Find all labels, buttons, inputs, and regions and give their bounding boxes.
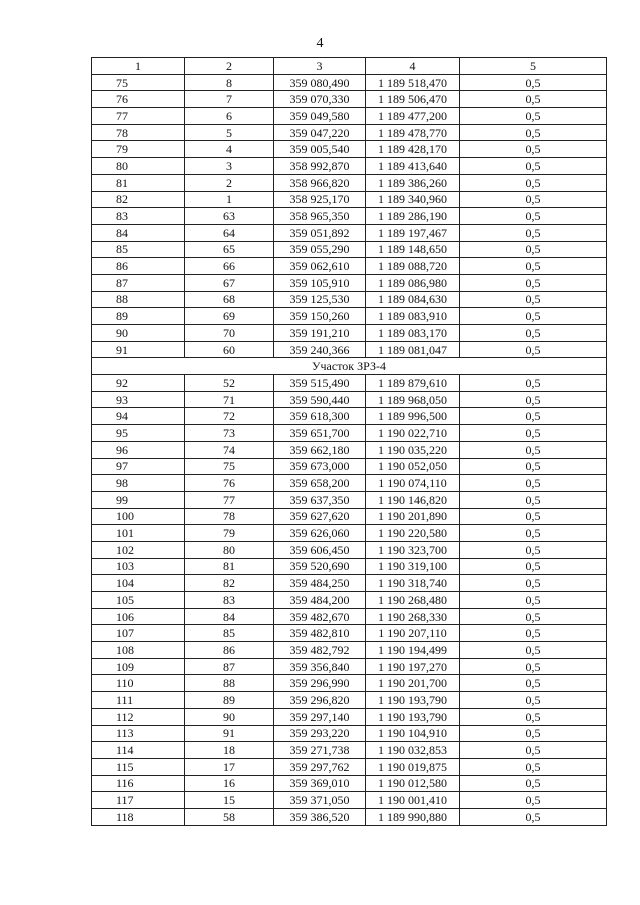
table-cell-col-4: 1 190 318,740 <box>366 575 460 592</box>
table-cell-col-1: 96 <box>92 441 185 458</box>
table-cell-col-2: 87 <box>185 658 274 675</box>
table-cell-col-1: 97 <box>92 458 185 475</box>
table-cell-col-1: 117 <box>92 792 185 809</box>
table-cell-col-1: 99 <box>92 491 185 508</box>
table-cell-col-5: 0,5 <box>460 124 607 141</box>
table-cell-col-3: 359 484,250 <box>274 575 366 592</box>
table-cell-col-4: 1 190 052,050 <box>366 458 460 475</box>
table-cell-col-5: 0,5 <box>460 541 607 558</box>
table-cell-col-4: 1 189 518,470 <box>366 74 460 91</box>
table-cell-col-4: 1 190 193,790 <box>366 692 460 709</box>
table-cell-col-5: 0,5 <box>460 74 607 91</box>
table-cell-col-1: 109 <box>92 658 185 675</box>
table-cell-col-1: 106 <box>92 608 185 625</box>
table-cell-col-2: 16 <box>185 775 274 792</box>
table-row <box>92 74 607 91</box>
table-cell-col-2: 66 <box>185 258 274 275</box>
table-cell-col-5: 0,5 <box>460 174 607 191</box>
table-cell-col-4: 1 189 506,470 <box>366 91 460 108</box>
table-cell-col-4: 1 190 323,700 <box>366 541 460 558</box>
table-cell-col-2: 71 <box>185 391 274 408</box>
table-cell-col-4: 1 190 032,853 <box>366 742 460 759</box>
table-cell-col-5: 0,5 <box>460 658 607 675</box>
table-cell-col-1: 81 <box>92 174 185 191</box>
table-cell-col-1: 112 <box>92 708 185 725</box>
table-cell-col-4: 1 190 207,110 <box>366 625 460 642</box>
table-cell-col-1: 114 <box>92 742 185 759</box>
table-cell-col-2: 84 <box>185 608 274 625</box>
table-cell-col-1: 113 <box>92 725 185 742</box>
table-cell-col-2: 82 <box>185 575 274 592</box>
table-row <box>92 708 607 725</box>
table-cell-col-5: 0,5 <box>460 224 607 241</box>
table-cell-col-2: 77 <box>185 491 274 508</box>
table-cell-col-5: 0,5 <box>460 742 607 759</box>
table-cell-col-1: 88 <box>92 291 185 308</box>
table-cell-col-2: 2 <box>185 174 274 191</box>
table-cell-col-2: 78 <box>185 508 274 525</box>
table-cell-col-3: 359 070,330 <box>274 91 366 108</box>
table-cell-col-5: 0,5 <box>460 141 607 158</box>
table-cell-col-2: 88 <box>185 675 274 692</box>
table-row <box>92 325 607 342</box>
table-cell-col-1: 91 <box>92 341 185 358</box>
table-cell-col-4: 1 190 201,890 <box>366 508 460 525</box>
table-cell-col-2: 76 <box>185 475 274 492</box>
table-cell-col-2: 68 <box>185 291 274 308</box>
section-row <box>92 358 607 375</box>
table-cell-col-5: 0,5 <box>460 441 607 458</box>
table-row <box>92 274 607 291</box>
table-cell-col-4: 1 189 286,190 <box>366 208 460 225</box>
table-cell-col-1: 84 <box>92 224 185 241</box>
table-row <box>92 425 607 442</box>
table-cell-col-1: 87 <box>92 274 185 291</box>
table-cell-col-1: 103 <box>92 558 185 575</box>
table-cell-col-1: 80 <box>92 158 185 175</box>
table-cell-col-2: 83 <box>185 592 274 609</box>
table-cell-col-1: 102 <box>92 541 185 558</box>
table-cell-col-3: 359 297,140 <box>274 708 366 725</box>
table-cell-col-1: 104 <box>92 575 185 592</box>
table-cell-col-2: 74 <box>185 441 274 458</box>
table-row <box>92 91 607 108</box>
table-cell-col-4: 1 190 001,410 <box>366 792 460 809</box>
table-cell-col-5: 0,5 <box>460 208 607 225</box>
table-cell-col-4: 1 189 413,640 <box>366 158 460 175</box>
table-cell-col-4: 1 190 104,910 <box>366 725 460 742</box>
table-cell-col-4: 1 190 268,330 <box>366 608 460 625</box>
table-row <box>92 508 607 525</box>
table-cell-col-3: 359 271,738 <box>274 742 366 759</box>
table-row <box>92 375 607 392</box>
table-cell-col-5: 0,5 <box>460 425 607 442</box>
table-row <box>92 475 607 492</box>
table-body-before <box>92 74 607 358</box>
table-cell-col-4: 1 189 148,650 <box>366 241 460 258</box>
table-cell-col-3: 359 520,690 <box>274 558 366 575</box>
table-cell-col-2: 1 <box>185 191 274 208</box>
table-cell-col-1: 98 <box>92 475 185 492</box>
table-cell-col-4: 1 189 879,610 <box>366 375 460 392</box>
table-cell-col-4: 1 190 019,875 <box>366 758 460 775</box>
table-cell-col-4: 1 189 083,910 <box>366 308 460 325</box>
table-row <box>92 391 607 408</box>
table-cell-col-2: 52 <box>185 375 274 392</box>
table-cell-col-3: 359 515,490 <box>274 375 366 392</box>
table-cell-col-2: 8 <box>185 74 274 91</box>
table-cell-col-1: 78 <box>92 124 185 141</box>
header-row <box>92 58 607 75</box>
table-cell-col-5: 0,5 <box>460 642 607 659</box>
table-row <box>92 692 607 709</box>
table-cell-col-3: 359 051,892 <box>274 224 366 241</box>
table-cell-col-5: 0,5 <box>460 625 607 642</box>
table-cell-col-4: 1 190 194,499 <box>366 642 460 659</box>
table-cell-col-5: 0,5 <box>460 592 607 609</box>
table-row <box>92 258 607 275</box>
table-cell-col-4: 1 189 968,050 <box>366 391 460 408</box>
table-cell-col-4: 1 189 086,980 <box>366 274 460 291</box>
table-cell-col-2: 60 <box>185 341 274 358</box>
table-cell-col-5: 0,5 <box>460 558 607 575</box>
table-cell-col-4: 1 190 193,790 <box>366 708 460 725</box>
table-cell-col-2: 18 <box>185 742 274 759</box>
table-cell-col-3: 359 293,220 <box>274 725 366 742</box>
table-row <box>92 808 607 825</box>
table-cell-col-5: 0,5 <box>460 341 607 358</box>
table-cell-col-3: 359 618,300 <box>274 408 366 425</box>
table-cell-col-1: 111 <box>92 692 185 709</box>
table-cell-col-4: 1 189 990,880 <box>366 808 460 825</box>
table-cell-col-1: 76 <box>92 91 185 108</box>
table-cell-col-3: 359 240,366 <box>274 341 366 358</box>
table-cell-col-4: 1 189 084,630 <box>366 291 460 308</box>
table-cell-col-5: 0,5 <box>460 375 607 392</box>
table-cell-col-4: 1 190 220,580 <box>366 525 460 542</box>
table-cell-col-3: 358 925,170 <box>274 191 366 208</box>
table-cell-col-1: 115 <box>92 758 185 775</box>
table-row <box>92 558 607 575</box>
table-cell-col-3: 359 296,820 <box>274 692 366 709</box>
table-cell-col-1: 116 <box>92 775 185 792</box>
table-cell-col-5: 0,5 <box>460 792 607 809</box>
table-cell-col-4: 1 189 477,200 <box>366 108 460 125</box>
table-cell-col-1: 85 <box>92 241 185 258</box>
table-cell-col-5: 0,5 <box>460 491 607 508</box>
table-row <box>92 625 607 642</box>
table-cell-col-5: 0,5 <box>460 274 607 291</box>
table-cell-col-3: 359 658,200 <box>274 475 366 492</box>
table-cell-col-2: 70 <box>185 325 274 342</box>
table-cell-col-1: 94 <box>92 408 185 425</box>
header-col-1: 1 <box>92 58 185 75</box>
table-cell-col-5: 0,5 <box>460 258 607 275</box>
table-cell-col-4: 1 189 428,170 <box>366 141 460 158</box>
table-cell-col-5: 0,5 <box>460 391 607 408</box>
table-cell-col-3: 359 356,840 <box>274 658 366 675</box>
table-cell-col-1: 82 <box>92 191 185 208</box>
table-row <box>92 441 607 458</box>
table-cell-col-1: 108 <box>92 642 185 659</box>
table-cell-col-4: 1 189 996,500 <box>366 408 460 425</box>
table-cell-col-4: 1 189 088,720 <box>366 258 460 275</box>
table-cell-col-5: 0,5 <box>460 108 607 125</box>
table-row <box>92 758 607 775</box>
table-row <box>92 124 607 141</box>
table-cell-col-3: 359 626,060 <box>274 525 366 542</box>
table-cell-col-2: 69 <box>185 308 274 325</box>
table-row <box>92 141 607 158</box>
table-cell-col-3: 359 606,450 <box>274 541 366 558</box>
table-cell-col-3: 359 191,210 <box>274 325 366 342</box>
table-cell-col-2: 72 <box>185 408 274 425</box>
table-cell-col-3: 359 062,610 <box>274 258 366 275</box>
table-cell-col-1: 86 <box>92 258 185 275</box>
table-cell-col-4: 1 189 386,260 <box>366 174 460 191</box>
table-cell-col-2: 3 <box>185 158 274 175</box>
table-row <box>92 158 607 175</box>
table-cell-col-3: 359 482,670 <box>274 608 366 625</box>
header-col-3: 3 <box>274 58 366 75</box>
table-row <box>92 341 607 358</box>
table-row <box>92 191 607 208</box>
section-body <box>92 358 607 375</box>
table-row <box>92 174 607 191</box>
table-row <box>92 241 607 258</box>
table-row <box>92 308 607 325</box>
table-header <box>92 58 607 75</box>
table-cell-col-3: 359 296,990 <box>274 675 366 692</box>
table-cell-col-2: 17 <box>185 758 274 775</box>
table-cell-col-1: 89 <box>92 308 185 325</box>
section-title: Участок ЗРЗ-4 <box>92 358 607 375</box>
page-number: 4 <box>316 36 324 51</box>
table-row <box>92 541 607 558</box>
table-cell-col-1: 100 <box>92 508 185 525</box>
table-row <box>92 458 607 475</box>
table-row <box>92 792 607 809</box>
table-row <box>92 108 607 125</box>
table-cell-col-3: 359 637,350 <box>274 491 366 508</box>
table-cell-col-3: 359 651,700 <box>274 425 366 442</box>
table-cell-col-4: 1 190 022,710 <box>366 425 460 442</box>
header-col-4: 4 <box>366 58 460 75</box>
table-cell-col-3: 359 005,540 <box>274 141 366 158</box>
table-cell-col-5: 0,5 <box>460 408 607 425</box>
table-row <box>92 575 607 592</box>
table-cell-col-2: 6 <box>185 108 274 125</box>
table-row <box>92 491 607 508</box>
table-cell-col-1: 95 <box>92 425 185 442</box>
coordinates-table <box>91 57 607 826</box>
table-cell-col-5: 0,5 <box>460 325 607 342</box>
table-cell-col-4: 1 189 478,770 <box>366 124 460 141</box>
table-cell-col-4: 1 190 012,580 <box>366 775 460 792</box>
table-cell-col-3: 359 371,050 <box>274 792 366 809</box>
table-cell-col-2: 4 <box>185 141 274 158</box>
table-cell-col-3: 359 150,260 <box>274 308 366 325</box>
table-cell-col-4: 1 190 319,100 <box>366 558 460 575</box>
table-cell-col-4: 1 190 146,820 <box>366 491 460 508</box>
table-cell-col-5: 0,5 <box>460 475 607 492</box>
table-cell-col-2: 81 <box>185 558 274 575</box>
table-cell-col-5: 0,5 <box>460 758 607 775</box>
table-cell-col-2: 63 <box>185 208 274 225</box>
table-cell-col-2: 85 <box>185 625 274 642</box>
table-row <box>92 224 607 241</box>
table-cell-col-3: 359 125,530 <box>274 291 366 308</box>
table-row <box>92 408 607 425</box>
table-cell-col-2: 67 <box>185 274 274 291</box>
table-cell-col-4: 1 190 268,480 <box>366 592 460 609</box>
table-cell-col-5: 0,5 <box>460 308 607 325</box>
table-cell-col-2: 7 <box>185 91 274 108</box>
table-cell-col-5: 0,5 <box>460 675 607 692</box>
table-cell-col-2: 15 <box>185 792 274 809</box>
table-cell-col-3: 359 297,762 <box>274 758 366 775</box>
table-cell-col-1: 118 <box>92 808 185 825</box>
table-cell-col-5: 0,5 <box>460 241 607 258</box>
table-cell-col-4: 1 189 340,960 <box>366 191 460 208</box>
table-row <box>92 658 607 675</box>
table-cell-col-3: 359 482,792 <box>274 642 366 659</box>
table-cell-col-5: 0,5 <box>460 508 607 525</box>
table-cell-col-5: 0,5 <box>460 191 607 208</box>
table-row <box>92 675 607 692</box>
table-cell-col-5: 0,5 <box>460 775 607 792</box>
table-cell-col-2: 73 <box>185 425 274 442</box>
table-cell-col-1: 83 <box>92 208 185 225</box>
table-cell-col-5: 0,5 <box>460 458 607 475</box>
table-cell-col-4: 1 190 035,220 <box>366 441 460 458</box>
table-cell-col-5: 0,5 <box>460 525 607 542</box>
header-col-2: 2 <box>185 58 274 75</box>
table-cell-col-1: 79 <box>92 141 185 158</box>
table-cell-col-2: 79 <box>185 525 274 542</box>
table-cell-col-4: 1 190 074,110 <box>366 475 460 492</box>
table-cell-col-3: 358 966,820 <box>274 174 366 191</box>
table-row <box>92 642 607 659</box>
table-cell-col-2: 89 <box>185 692 274 709</box>
table-cell-col-3: 359 047,220 <box>274 124 366 141</box>
table-cell-col-4: 1 189 197,467 <box>366 224 460 241</box>
table-cell-col-1: 75 <box>92 74 185 91</box>
table-row <box>92 725 607 742</box>
table-cell-col-1: 107 <box>92 625 185 642</box>
table-cell-col-4: 1 190 197,270 <box>366 658 460 675</box>
table-cell-col-3: 359 484,200 <box>274 592 366 609</box>
table-cell-col-2: 86 <box>185 642 274 659</box>
table-row <box>92 592 607 609</box>
table-cell-col-3: 359 105,910 <box>274 274 366 291</box>
table-row <box>92 525 607 542</box>
table-cell-col-2: 65 <box>185 241 274 258</box>
table-cell-col-2: 80 <box>185 541 274 558</box>
table-cell-col-3: 359 055,290 <box>274 241 366 258</box>
table-cell-col-1: 92 <box>92 375 185 392</box>
table-cell-col-1: 105 <box>92 592 185 609</box>
table-cell-col-3: 359 386,520 <box>274 808 366 825</box>
table-cell-col-5: 0,5 <box>460 808 607 825</box>
table-cell-col-5: 0,5 <box>460 725 607 742</box>
table-row <box>92 291 607 308</box>
table-cell-col-5: 0,5 <box>460 91 607 108</box>
table-cell-col-5: 0,5 <box>460 708 607 725</box>
table-cell-col-1: 110 <box>92 675 185 692</box>
table-cell-col-2: 90 <box>185 708 274 725</box>
table-cell-col-5: 0,5 <box>460 158 607 175</box>
table-cell-col-2: 58 <box>185 808 274 825</box>
table-cell-col-2: 5 <box>185 124 274 141</box>
table-cell-col-5: 0,5 <box>460 575 607 592</box>
table-body-after <box>92 375 607 826</box>
table-row <box>92 608 607 625</box>
table-cell-col-3: 359 673,000 <box>274 458 366 475</box>
table-cell-col-4: 1 189 081,047 <box>366 341 460 358</box>
table-row <box>92 208 607 225</box>
table-cell-col-2: 64 <box>185 224 274 241</box>
table-cell-col-2: 75 <box>185 458 274 475</box>
table-cell-col-5: 0,5 <box>460 291 607 308</box>
table-cell-col-3: 359 662,180 <box>274 441 366 458</box>
table-cell-col-3: 359 049,580 <box>274 108 366 125</box>
table-cell-col-5: 0,5 <box>460 692 607 709</box>
table-cell-col-3: 359 482,810 <box>274 625 366 642</box>
table-cell-col-3: 359 590,440 <box>274 391 366 408</box>
table-cell-col-3: 359 369,010 <box>274 775 366 792</box>
table-row <box>92 775 607 792</box>
table-cell-col-1: 90 <box>92 325 185 342</box>
table-cell-col-4: 1 189 083,170 <box>366 325 460 342</box>
table-cell-col-3: 358 965,350 <box>274 208 366 225</box>
table-cell-col-3: 359 627,620 <box>274 508 366 525</box>
table-cell-col-3: 358 992,870 <box>274 158 366 175</box>
header-col-5: 5 <box>460 58 607 75</box>
table-cell-col-4: 1 190 201,700 <box>366 675 460 692</box>
table-cell-col-1: 101 <box>92 525 185 542</box>
table-cell-col-1: 77 <box>92 108 185 125</box>
table-row <box>92 742 607 759</box>
table-cell-col-1: 93 <box>92 391 185 408</box>
table-cell-col-3: 359 080,490 <box>274 74 366 91</box>
table-cell-col-2: 91 <box>185 725 274 742</box>
table-cell-col-5: 0,5 <box>460 608 607 625</box>
